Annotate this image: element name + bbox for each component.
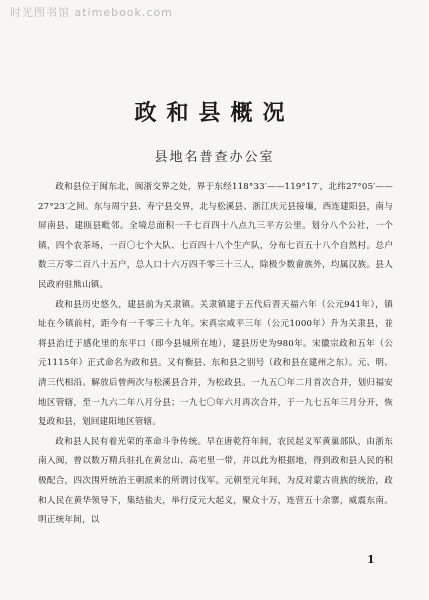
paragraph-geography: 政和县位于闽东北，闽浙交界之处，界于东经118°33′——119°17′，北纬27°05′——27°23′之间。东与周宁县、寿宁县交界，北与松溪县、浙江庆元县接壤，西连建阳县，南与屏南县、建瓯县毗邻。全境总面积一千七百四十八点九三平方公里。划分八个公社，一个镇，四个农茶场，一百〇七个大队、七百四十八个生产队，分布七百五十八个自然村。总户数三万零二百八十五户，总人口十六万四千零三十三人，除极少数畲族外，均属汉族。县人民政府驻熊山镇。 xyxy=(38,182,393,290)
watermark: 时光图书馆 atimebook.com xyxy=(10,6,173,19)
paragraph-history: 政和县历史悠久，建县前为关隶镇。关隶镇建于五代后晋天福六年（公元941年），镇址在今镇前村，距今有一千零三十九年。宋真宗咸平三年（公元1000年）升为关隶县，並将县治迁于感化里的东平口（即今县城所在地），建县历史为980年。宋徽宗政和五年（公元1115年）正式命名为政和县。又有衡县、东和县之别号（政和县在建州之东）。元、明、清三代相沿。解放后曾两次与松溪县合并，为松政县。一九五〇年二月首次合并，划归福安地区管辖，至一九六二年八月分县；一九七〇年六月再次合并，于一九七五年三月分开，恢复政和县，划回建阳地区管辖。 xyxy=(38,299,393,428)
page-number: 1 xyxy=(367,553,375,566)
article-body xyxy=(38,178,393,531)
author-line: 县地名普查办公室 xyxy=(154,150,275,165)
paragraph-revolution: 政和县人民有着光荣的革命斗争传统。早在唐乾符年间，农民起义军黄巢部队，由浙东南入闽，曾以数万精兵驻扎在黄岔山、高宅里一带，并以此为根据地，得到政和县人民的积极配合，四次围歼统治王朝派来的所谓讨伐军。元朝至元年间，为反对蒙古贵族的统治，政和人民在黄华领导下，集结盐夫，举行反元大起义，聚众十万，连营五十余寨，威震东南。明正统年间，以 xyxy=(38,436,393,526)
page-title: 政和县概况 xyxy=(134,100,295,126)
